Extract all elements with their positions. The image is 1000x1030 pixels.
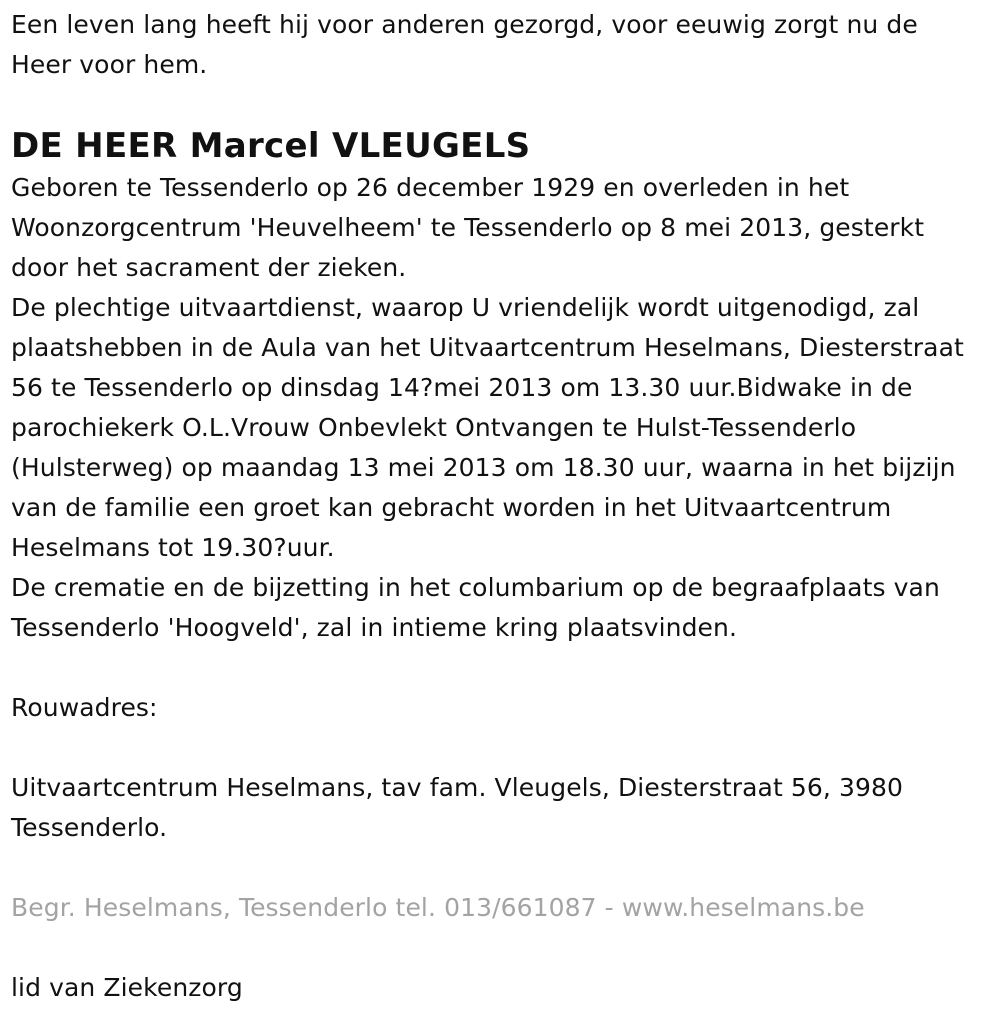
spacer	[11, 648, 986, 688]
funeral-paragraph: De plechtige uitvaartdienst, waarop U vriendelijk wordt uitgenodigd, zal plaatshebben in de Aula van het Uitvaartcentrum Heselmans, Diesterstraat 56 te Tessenderlo op dinsdag 14?mei 2013 om 13.30 uur.Bidwake in de parochiekerk O.L.Vrouw Onbevlekt Ontvangen te Hulst-Tessenderlo (Hulsterweg) op maandag 13 mei 2013 om 18.30 uur, waarna in het bijzijn van de familie een groet kan gebracht worden in het Uitvaartcentrum Heselmans tot 19.30?uur.	[11, 293, 964, 562]
cremation-paragraph: De crematie en de bijzetting in het columbarium op de begraafplaats van Tessenderlo 'Hoogveld', zal in intieme kring plaatsvinden.	[11, 573, 940, 642]
spacer	[11, 928, 986, 968]
obituary-document	[11, 5, 986, 1008]
intro-quote: Een leven lang heeft hij voor anderen gezorgd, voor eeuwig zorgt nu de Heer voor hem.	[11, 10, 918, 79]
deceased-name: DE HEER Marcel VLEUGELS	[11, 126, 531, 166]
spacer	[11, 728, 986, 768]
spacer	[11, 848, 986, 888]
birth-death-paragraph: Geboren te Tessenderlo op 26 december 1929 en overleden in het Woonzorgcentrum 'Heuvelheem' te Tessenderlo op 8 mei 2013, gesterkt door het sacrament der zieken.	[11, 173, 925, 282]
address-text: Uitvaartcentrum Heselmans, tav fam. Vleugels, Diesterstraat 56, 3980 Tessenderlo.	[11, 773, 904, 842]
undertaker-info: Begr. Heselmans, Tessenderlo tel. 013/661087 - www.heselmans.be	[11, 893, 865, 922]
address-label: Rouwadres:	[11, 693, 158, 722]
membership-text: lid van Ziekenzorg	[11, 973, 243, 1002]
